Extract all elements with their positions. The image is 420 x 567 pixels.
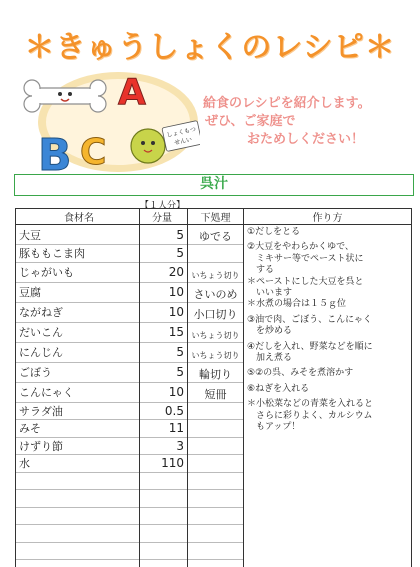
ingredient-prep bbox=[188, 262, 244, 282]
method-line: 加え煮る bbox=[256, 353, 293, 364]
header-amount: 分量 bbox=[140, 209, 188, 225]
table-body bbox=[16, 225, 412, 567]
ingredient-prep bbox=[188, 302, 244, 322]
ingredient-name: 大豆 bbox=[16, 225, 140, 245]
header-ingredient: 食材名 bbox=[16, 209, 140, 225]
ingredient-name bbox=[16, 507, 140, 525]
intro-line: ぜひ、ご家庭で bbox=[205, 114, 296, 129]
ingredient-prep bbox=[188, 322, 244, 342]
method-line: ③油で肉、ごぼう、こんにゃく bbox=[247, 314, 372, 325]
ingredient-amount bbox=[140, 560, 188, 567]
method-line: ＊水煮の場合は１５ｇ位 bbox=[247, 299, 347, 310]
ingredient-prep bbox=[188, 362, 244, 382]
svg-text:せんい: せんい bbox=[173, 136, 193, 147]
ingredient-name: ながねぎ bbox=[16, 302, 140, 322]
ingredient-prep bbox=[188, 455, 244, 473]
ingredient-prep bbox=[188, 542, 244, 560]
ingredient-prep bbox=[188, 225, 244, 245]
ingredient-amount: 5 bbox=[140, 362, 188, 382]
ingredient-name: サラダ油 bbox=[16, 402, 140, 420]
prep-text: いちょう切り bbox=[191, 270, 240, 280]
prep-text: 短冊 bbox=[204, 387, 227, 401]
ingredient-prep bbox=[188, 525, 244, 543]
method-step bbox=[247, 227, 409, 238]
ingredient-prep bbox=[188, 507, 244, 525]
letter-b: B bbox=[38, 130, 72, 174]
header-prep: 下処理 bbox=[188, 209, 244, 225]
ingredient-amount: 5 bbox=[140, 342, 188, 362]
ingredient-amount bbox=[140, 525, 188, 543]
header-method: 作り方 bbox=[244, 209, 412, 225]
ingredient-prep bbox=[188, 245, 244, 263]
ingredient-name bbox=[16, 472, 140, 490]
fiber-character bbox=[131, 129, 165, 163]
method-line: ＊小松菜などの青菜を入れると bbox=[247, 399, 374, 410]
ingredient-name: だいこん bbox=[16, 322, 140, 342]
method-line: ＊ペーストにした大豆を呉と bbox=[247, 276, 364, 287]
letter-c: C bbox=[80, 132, 107, 173]
ingredient-prep bbox=[188, 402, 244, 420]
decorative-illustration bbox=[20, 66, 200, 174]
ingredient-prep bbox=[188, 437, 244, 455]
ingredient-name: 豆腐 bbox=[16, 282, 140, 302]
ingredient-name: じゃがいも bbox=[16, 262, 140, 282]
ingredient-name: 豚ももこま肉 bbox=[16, 245, 140, 263]
page-title: ＊きゅうしょくのレシピ＊ bbox=[24, 30, 396, 65]
method-line: ミキサー等でペースト状に bbox=[256, 253, 364, 264]
ingredient-amount: 15 bbox=[140, 322, 188, 342]
ingredient-amount: 10 bbox=[140, 282, 188, 302]
ingredient-name bbox=[16, 525, 140, 543]
prep-text: いちょう切り bbox=[191, 350, 240, 360]
ingredient-name: けずり節 bbox=[16, 437, 140, 455]
intro-line: 給食のレシピを紹介します。 bbox=[203, 96, 371, 111]
method-step bbox=[247, 384, 409, 395]
ingredient-prep bbox=[188, 282, 244, 302]
method-step bbox=[247, 399, 409, 433]
method-line: ②大豆をやわらかくゆで、 bbox=[247, 242, 354, 253]
prep-text: ゆでる bbox=[199, 230, 232, 243]
ingredient-name: にんじん bbox=[16, 342, 140, 362]
method-step bbox=[247, 315, 409, 338]
serving-note: 【１人分】 bbox=[140, 201, 186, 211]
method-line: ⑥ねぎを入れる bbox=[247, 383, 310, 394]
ingredient-amount bbox=[140, 490, 188, 508]
ingredient-amount: 5 bbox=[140, 245, 188, 263]
ingredient-amount: 0.5 bbox=[140, 402, 188, 420]
method-step bbox=[247, 342, 409, 365]
ingredient-prep bbox=[188, 382, 244, 402]
table-row bbox=[16, 225, 412, 245]
ingredient-amount: 20 bbox=[140, 262, 188, 282]
ingredient-amount bbox=[140, 542, 188, 560]
ingredient-amount bbox=[140, 472, 188, 490]
letter-a: A bbox=[118, 72, 146, 113]
method-line: を炒める bbox=[256, 326, 293, 337]
svg-text:しょくもつ: しょくもつ bbox=[165, 126, 197, 140]
ingredient-name: 水 bbox=[16, 455, 140, 473]
method-line: ⑤②の呉、みそを煮溶かす bbox=[247, 368, 354, 379]
ingredient-amount: 110 bbox=[140, 455, 188, 473]
prep-text: 輪切り bbox=[199, 367, 232, 381]
method-line: ④だしを入れ、野菜などを順に bbox=[247, 341, 373, 352]
ingredient-amount bbox=[140, 507, 188, 525]
recipe-table bbox=[15, 208, 412, 567]
method-step bbox=[247, 299, 409, 310]
ingredient-amount: 3 bbox=[140, 437, 188, 455]
ingredient-prep bbox=[188, 342, 244, 362]
ingredient-prep bbox=[188, 560, 244, 567]
ingredient-amount: 10 bbox=[140, 302, 188, 322]
ingredient-name: こんにゃく bbox=[16, 382, 140, 402]
ingredient-amount: 10 bbox=[140, 382, 188, 402]
method-cell bbox=[244, 225, 412, 567]
dish-name: 呉汁 bbox=[14, 174, 414, 196]
ingredient-amount: 11 bbox=[140, 420, 188, 438]
method-step bbox=[247, 277, 409, 300]
method-step bbox=[247, 242, 409, 276]
ingredient-amount: 5 bbox=[140, 225, 188, 245]
method-line: さらに彩りよく、カルシウム bbox=[256, 410, 373, 421]
ingredient-name bbox=[16, 490, 140, 508]
ingredient-name: みそ bbox=[16, 420, 140, 438]
ingredient-name bbox=[16, 542, 140, 560]
method-step bbox=[247, 368, 409, 379]
ingredient-prep bbox=[188, 490, 244, 508]
method-line: ①だしをとる bbox=[247, 227, 301, 237]
method-line: する bbox=[256, 265, 275, 276]
method-line: もアップ！ bbox=[256, 422, 301, 433]
ingredient-name bbox=[16, 560, 140, 567]
prep-text: さいのめ bbox=[193, 287, 238, 301]
ingredient-prep bbox=[188, 472, 244, 490]
method-line: いいます bbox=[256, 288, 293, 299]
ingredient-prep bbox=[188, 420, 244, 438]
intro-text bbox=[203, 95, 408, 149]
prep-text: 小口切り bbox=[193, 307, 238, 321]
intro-line: おためしください！ bbox=[247, 132, 365, 147]
ingredient-name: ごぼう bbox=[16, 362, 140, 382]
prep-text: いちょう切り bbox=[191, 330, 240, 340]
